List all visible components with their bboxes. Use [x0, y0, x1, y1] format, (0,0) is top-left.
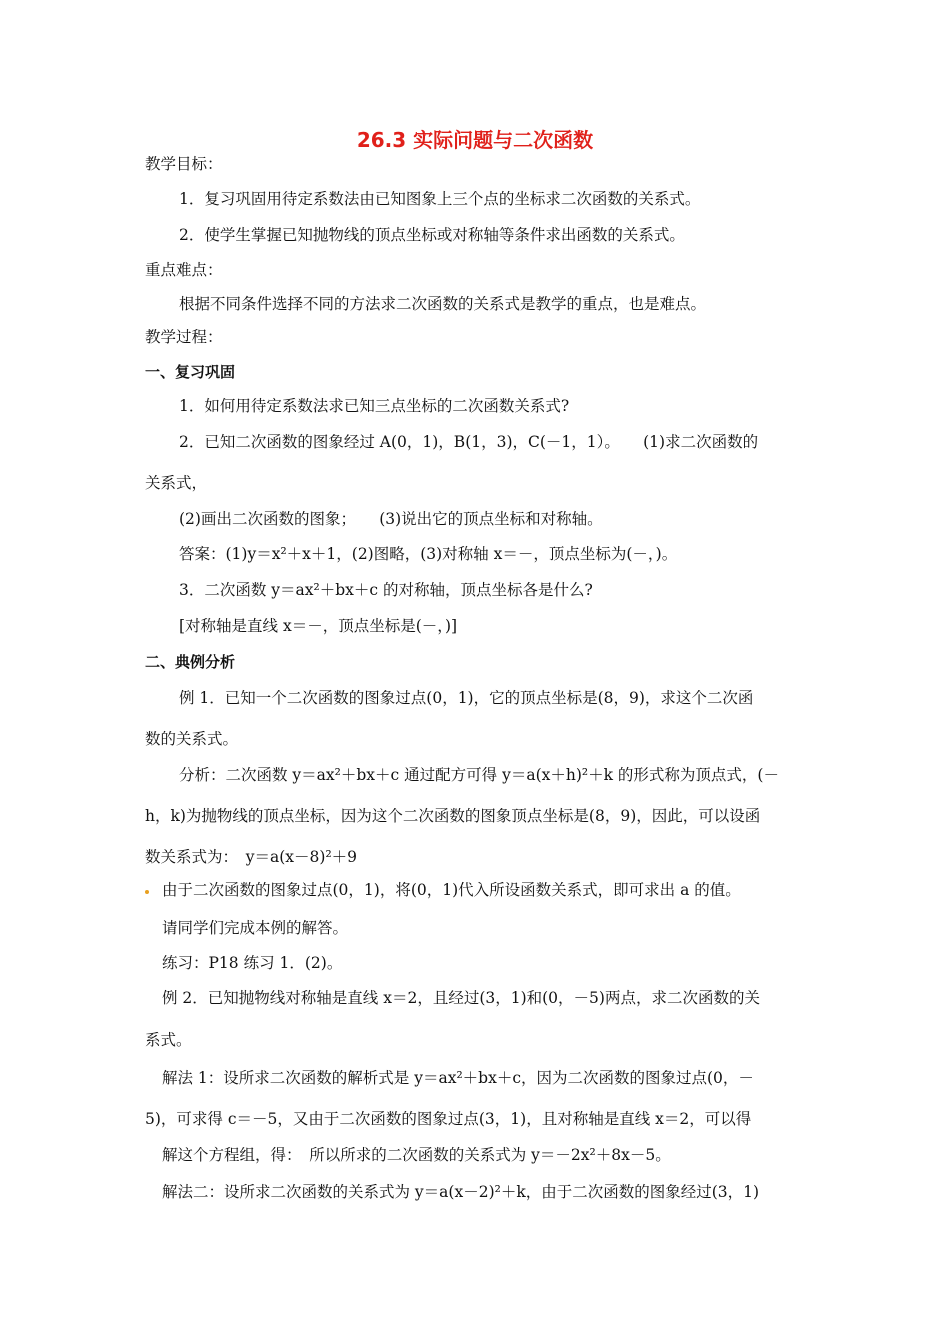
review-question-2-line1: 2．已知二次函数的图象经过 A(0，1)，B(1，3)，C(－1，1）。 (1)求二次函数的: [179, 433, 759, 451]
example1-line2: 数的关系式。: [145, 730, 239, 748]
key-points-heading: 重点难点：: [145, 261, 223, 279]
example2-line2: 系式。: [145, 1031, 192, 1049]
practice-line: 练习：P18 练习 1．(2)。: [162, 954, 343, 972]
analysis-line4: 由于二次函数的图象过点(0，1)，将(0，1)代入所设函数关系式，即可求出 a 的值。: [162, 881, 741, 899]
example1-line1: 例 1．已知一个二次函数的图象过点(0，1)，它的顶点坐标是(8，9)，求这个二次函: [179, 689, 754, 707]
review-answer: 答案：(1)y＝x²＋x＋1，(2)图略，(3)对称轴 x＝－，顶点坐标为(－，)。: [179, 545, 678, 563]
example2-line1: 例 2．已知抛物线对称轴是直线 x＝2，且经过(3，1)和(0，－5)两点，求二次函数的关: [162, 989, 760, 1007]
analysis-line2: h，k)为抛物线的顶点坐标，因为这个二次函数的图象顶点坐标是(8，9)，因此，可以设函: [145, 807, 761, 825]
review-question-3-answer: [对称轴是直线 x＝－，顶点坐标是(－，)]: [179, 617, 458, 635]
solution1-line2: 5)，可求得 c＝－5，又由于二次函数的图象过点(3，1)，且对称轴是直线 x＝2，可以得: [145, 1110, 752, 1128]
objective-item-1: 1．复习巩固用待定系数法由已知图象上三个点的坐标求二次函数的关系式。: [179, 190, 701, 208]
review-question-1: 1．如何用待定系数法求已知三点坐标的二次函数关系式?: [179, 397, 570, 415]
analysis-line1: 分析：二次函数 y＝ax²＋bx＋c 通过配方可得 y＝a(x＋h)²＋k 的形式称为顶点式，(－: [179, 766, 779, 784]
section2-heading: 二、典例分析: [145, 653, 236, 671]
review-question-3: 3．二次函数 y＝ax²＋bx＋c 的对称轴，顶点坐标各是什么?: [179, 581, 593, 599]
section1-heading: 一、复习巩固: [145, 363, 236, 381]
key-points-text: 根据不同条件选择不同的方法求二次函数的关系式是教学的重点，也是难点。: [179, 295, 707, 313]
review-question-2-line2: 关系式，: [145, 474, 208, 492]
analysis-line3: 数关系式为： y＝a(x－8)²＋9: [145, 848, 358, 866]
page-title: 26.3 实际问题与二次函数: [356, 128, 594, 152]
solution2-line1: 解法二：设所求二次函数的关系式为 y＝a(x－2)²＋k，由于二次函数的图象经过(3，1): [162, 1183, 760, 1201]
complete-instruction: 请同学们完成本例的解答。: [162, 919, 349, 937]
review-question-2-line3: (2)画出二次函数的图象； (3)说出它的顶点坐标和对称轴。: [179, 510, 603, 528]
process-heading: 教学过程：: [145, 328, 223, 346]
objective-item-2: 2．使学生掌握已知抛物线的顶点坐标或对称轴等条件求出函数的关系式。: [179, 226, 685, 244]
objectives-heading: 教学目标：: [145, 155, 223, 173]
mark-dot: [145, 890, 149, 894]
solution1-line1: 解法 1：设所求二次函数的解析式是 y＝ax²＋bx＋c，因为二次函数的图象过点(0，－: [162, 1069, 754, 1087]
solution1-line3: 解这个方程组，得： 所以所求的二次函数的关系式为 y＝－2x²＋8x－5。: [162, 1146, 671, 1164]
